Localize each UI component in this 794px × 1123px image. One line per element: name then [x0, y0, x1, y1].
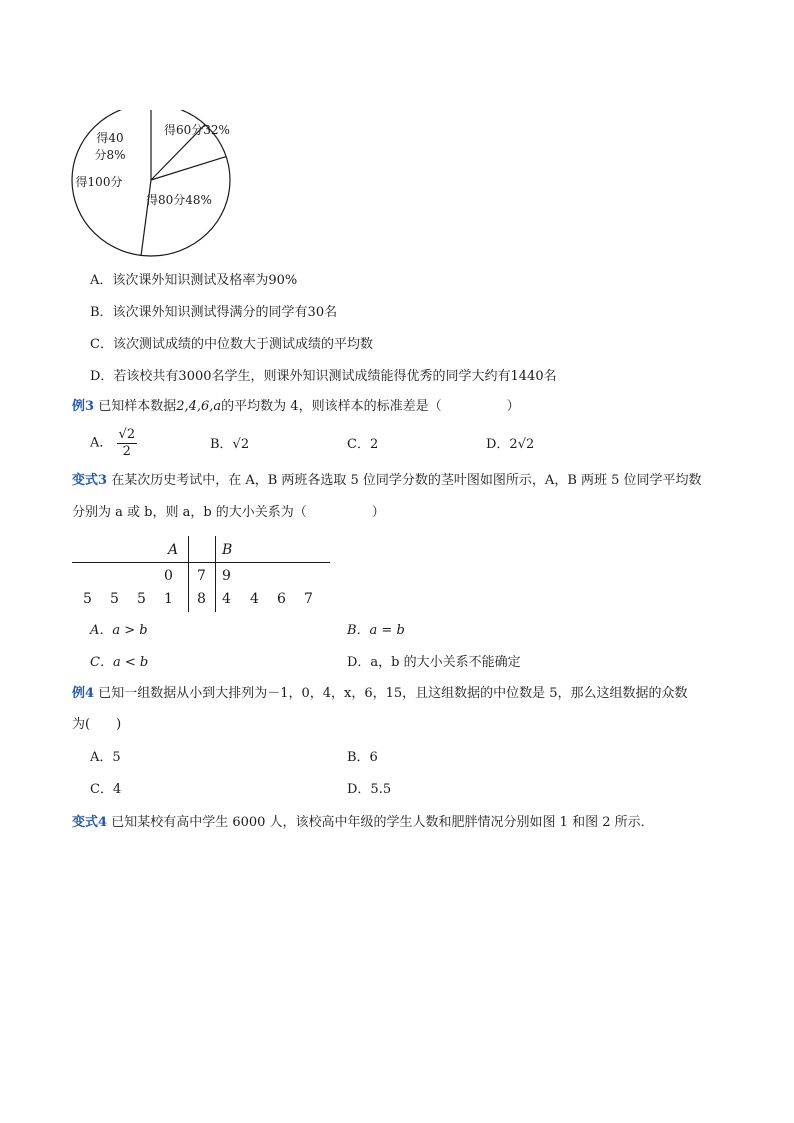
horizontal-rule	[72, 562, 330, 563]
variant-4-question	[72, 815, 654, 831]
option-b: B．该次课外知识测试得满分的同学有30名	[90, 305, 338, 320]
ex3-option-a	[90, 427, 137, 460]
example-label: 例3	[72, 399, 95, 414]
score-pie-chart	[66, 110, 238, 268]
stem-leaf-diagram	[72, 536, 332, 612]
var3-option-c: C．a < b	[90, 655, 149, 670]
stem: 8	[197, 591, 206, 607]
leaf-b: 6	[277, 591, 286, 607]
leaf-b: 4	[222, 591, 231, 607]
ex4-option-a: A．5	[90, 750, 121, 765]
option-c: C．该次测试成绩的中位数大于测试成绩的平均数	[90, 337, 373, 352]
data-list: 2,4,6,a	[176, 399, 222, 414]
question-text-end: 的平均数为 4，则该样本的标准差是（ ）	[221, 399, 520, 414]
leaf-a: 1	[164, 591, 173, 607]
example-3-question	[72, 399, 520, 415]
variant-3-line-1	[72, 473, 702, 489]
leaf-a: 5	[137, 591, 146, 607]
leaf-a: 5	[83, 591, 92, 607]
fraction-numerator: √2	[118, 427, 136, 442]
pie-slice-label: 得40 分8%	[94, 131, 126, 162]
example-label: 例4	[72, 686, 95, 701]
fraction-denominator: 2	[122, 444, 131, 459]
option-a: A．该次课外知识测试及格率为90%	[90, 273, 298, 288]
var3-option-b: B．a = b	[347, 623, 405, 638]
leaf-a: 0	[164, 568, 173, 584]
ex3-option-d: D．2√2	[486, 437, 535, 452]
stem: 7	[197, 568, 206, 584]
example-4-line-1	[72, 686, 688, 702]
stem-divider-right	[215, 536, 216, 612]
question-text: 已知样本数据	[98, 399, 177, 414]
leaf-b: 7	[304, 591, 313, 607]
stem-divider-left	[188, 536, 189, 612]
ex3-option-c: C．2	[347, 437, 379, 452]
variant-label: 变式3	[72, 473, 108, 488]
pie-slice-label: 得80分48%	[146, 193, 212, 207]
question-text: 已知某校有高中学生 6000 人，该校高中年级的学生人数和肥胖情况分别如图 1 和图 2 所示．	[111, 815, 654, 830]
variant-label: 变式4	[72, 815, 108, 830]
example-4-line-2: 为( )	[72, 717, 122, 732]
header-a: A	[168, 542, 179, 558]
leaf-b: 4	[250, 591, 259, 607]
leaf-a: 5	[110, 591, 119, 607]
header-b: B	[222, 542, 233, 558]
option-d: D．若该校共有3000名学生，则课外知识测试成绩能得优秀的同学大约有1440名	[90, 369, 557, 384]
leaf-b: 9	[222, 568, 231, 584]
question-text: 已知一组数据从小到大排列为－1，0，4，x，6，15，且这组数据的中位数是 5，那么这组数据的众数	[98, 686, 688, 701]
ex4-option-b: B．6	[347, 750, 378, 765]
ex3-option-b: B．√2	[210, 437, 250, 452]
pie-slice-label: 得60分32%	[164, 123, 230, 137]
ex4-option-c: C．4	[90, 782, 122, 797]
option-prefix: A．	[90, 435, 113, 451]
var3-option-d: D．a，b 的大小关系不能确定	[347, 655, 521, 670]
question-text: 在某次历史考试中，在 A，B 两班各选取 5 位同学分数的茎叶图如图所示，A，B 两班 5 位同学平均数	[111, 473, 702, 488]
variant-3-line-2: 分别为 a 或 b，则 a，b 的大小关系为（ ）	[72, 505, 385, 520]
pie-slice-label: 得100分	[75, 175, 123, 189]
var3-option-a: A．a > b	[90, 623, 148, 638]
ex4-option-d: D．5.5	[347, 782, 392, 797]
fraction	[117, 427, 138, 460]
